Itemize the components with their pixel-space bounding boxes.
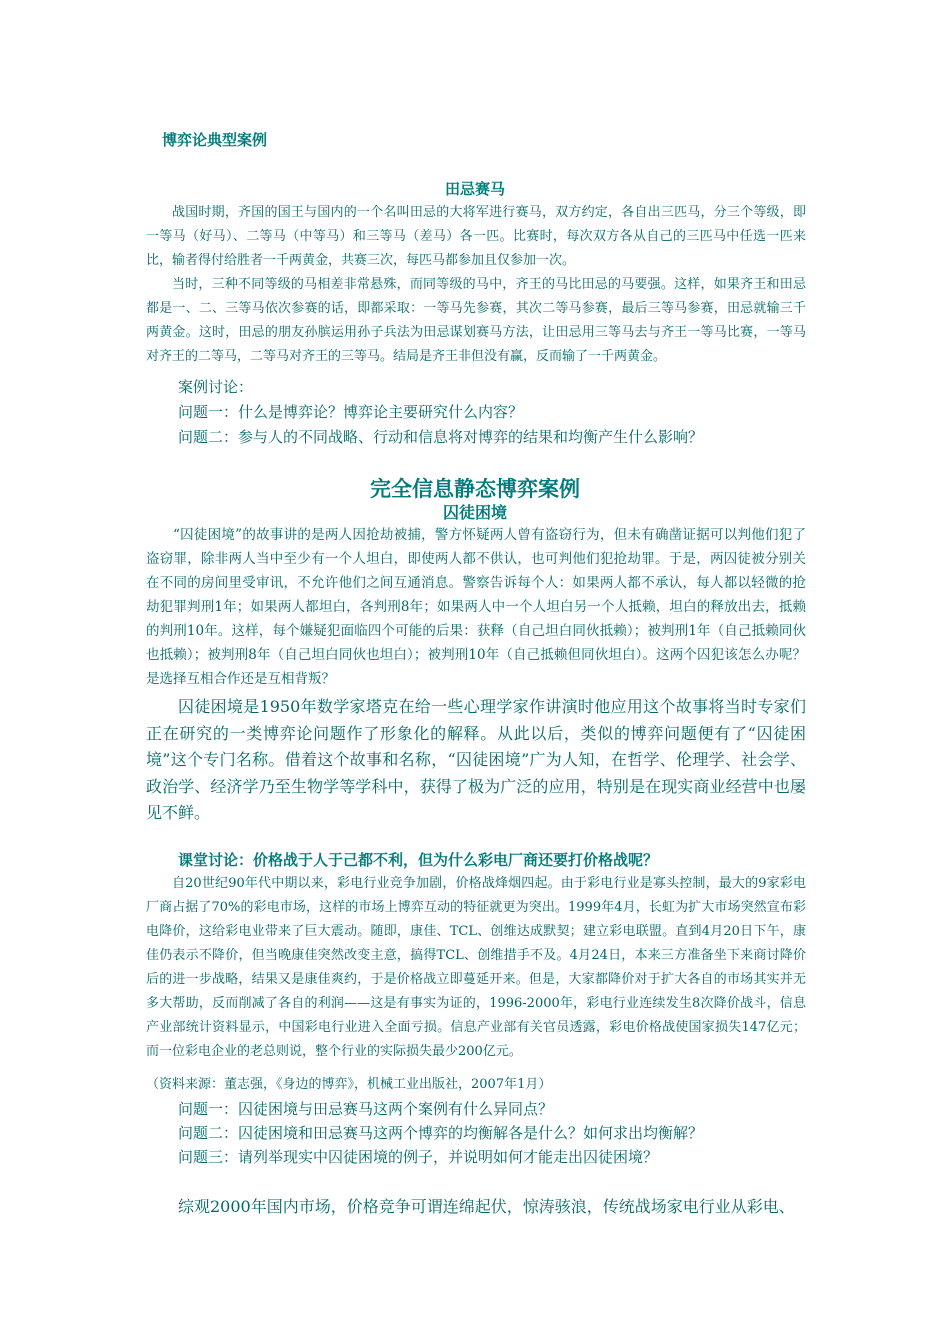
section2-subtitle: 囚徒困境 xyxy=(442,503,507,522)
section1-paragraph-1: 战国时期，齐国的国王与国内的一个名叫田忌的大将军进行赛马，双方约定，各自出三匹马，分三个等级，即一等马（好马）、二等马（中等马）和三等马（差马）各一匹。比赛时，每次双方各从自己的三匹马中任选一匹来比，输者得付给胜者一千两黄金，共赛三次，每匹马都参加且仅参加一次。 xyxy=(146,205,806,268)
section1-paragraph-2: 当时，三种不同等级的马相差非常悬殊，而同等级的马中，齐王的马比田忌的马要强。这样，如果齐王和田忌都是一、二、三等马依次参赛的话，即都采取：一等马先参赛，其次二等马参赛，最后三等马参赛，田忌就输三千两黄金。这时，田忌的朋友孙膑运用孙子兵法为田忌谋划赛马方法，让田忌用三等马去与齐王一等马比赛，一等马对齐王的二等马，二等马对齐王的三等马。结局是齐王非但没有赢，反而输了一千两黄金。 xyxy=(146,277,806,364)
section1-question-1: 问题一：什么是博弈论？博弈论主要研究什么内容？ xyxy=(178,403,524,421)
section3-paragraph-1: 自20世纪90年代中期以来，彩电行业竞争加剧，价格战烽烟四起。由于彩电行业是寡头控制，最大的9家彩电厂商占据了70%的彩电市场，这样的市场上博弈互动的特征就更为突出。1999年4月，长虹为扩大市场突然宣布彩电降价，这给彩电业带来了巨大震动。随即，康佳、TCL、创维达成默契；建立彩电联盟。直到4月20日下午，康佳仍表示不降价，但当晚康佳突然改变主意，搞得TCL、创维措手不及。4月24日，本来三方准备坐下来商讨降价后的进一步战略，结果又是康佳爽约，于是价格战立即蔓延开来。但是，大家都降价对于扩大各自的市场其实并无多大帮助，反而削减了各自的利润——这是有事实为证的，1996-2000年，彩电行业连续发生8次降价战斗，信息产业部统计资料显示，中国彩电行业进入全面亏损。信息产业部有关官员透露，彩电价格战使国家损失147亿元；而一位彩电企业的老总则说，整个行业的实际损失最少200亿元。 xyxy=(146,876,806,1059)
section3-title: 课堂讨论：价格战于人于己都不利，但为什么彩电厂商还要打价格战呢？ xyxy=(178,851,659,869)
section1-discussion-label: 案例讨论： xyxy=(178,378,254,396)
section2-title: 完全信息静态博弈案例 xyxy=(370,477,580,501)
closing-paragraph: 综观2000年国内市场，价格竞争可谓连绵起伏，惊涛骇浪，传统战场家电行业从彩电、 xyxy=(178,1197,795,1216)
doc-title: 博弈论典型案例 xyxy=(162,131,268,149)
section1-title: 田忌赛马 xyxy=(444,180,505,198)
section2-paragraph-2: 囚徒困境是1950年数学家塔克在给一些心理学家作讲演时他应用这个故事将当时专家们正在研究的一类博弈论问题作了形象化的解释。从此以后，类似的博弈问题便有了“囚徒困境”这个专门名称。借着这个故事和名称，“囚徒困境”广为人知，在哲学、伦理学、社会学、政治学、经济学乃至生物学等学科中，获得了极为广泛的应用，特别是在现实商业经营中也屡见不鲜。 xyxy=(146,697,806,822)
section3-question-1: 问题一：囚徒困境与田忌赛马这两个案例有什么异同点？ xyxy=(178,1100,554,1118)
section2-paragraph-1: “囚徒困境”的故事讲的是两人因抢劫被捕，警方怀疑两人曾有盗窃行为，但未有确凿证据可以判他们犯了盗窃罪，除非两人当中至少有一个人坦白，即使两人都不供认，也可判他们犯抢劫罪。于是，两囚徒被分别关在不同的房间里受审讯，不允许他们之间互通消息。警察告诉每个人：如果两人都不承认，每人都以轻微的抢劫犯罪判刑1年；如果两人都坦白，各判刑8年；如果两人中一个人坦白另一个人抵赖，坦白的释放出去，抵赖的判刑10年。这样，每个嫌疑犯面临四个可能的后果：获释（自己坦白同伙抵赖）；被判刑1年（自己抵赖同伙也抵赖）；被判刑8年（自己坦白同伙也坦白）；被判刑10年（自己抵赖但同伙坦白）。这两个囚犯该怎么办呢？是选择互相合作还是互相背叛？ xyxy=(146,527,806,687)
section3-source: （资料来源：董志强，《身边的博弈》，机械工业出版社，2007年1月） xyxy=(146,1077,552,1092)
section1-question-2: 问题二：参与人的不同战略、行动和信息将对博弈的结果和均衡产生什么影响？ xyxy=(178,428,704,446)
section3-question-2: 问题二：囚徒困境和田忌赛马这两个博弈的均衡解各是什么？如何求出均衡解？ xyxy=(178,1124,704,1142)
section3-question-3: 问题三：请列举现实中囚徒困境的例子，并说明如何才能走出囚徒困境？ xyxy=(178,1148,659,1166)
